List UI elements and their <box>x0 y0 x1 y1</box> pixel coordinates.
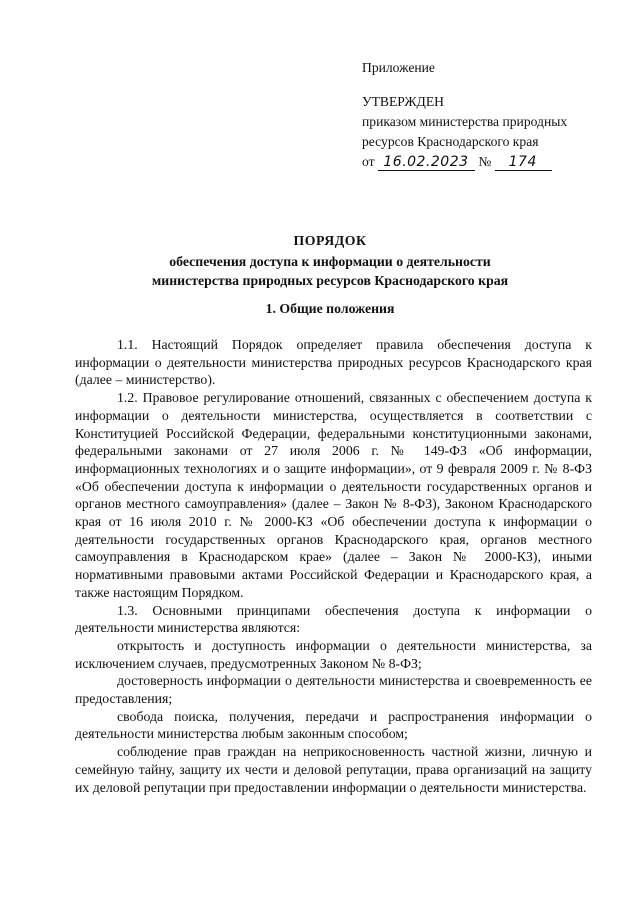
document-body <box>75 322 592 796</box>
approval-line-2: ресурсов Краснодарского края <box>362 134 539 149</box>
approval-stamp <box>362 58 612 172</box>
title-main: ПОРЯДОК <box>293 233 367 248</box>
principle-reliability: достоверность информации о деятельности министерства и своевременность ее предоставления; <box>75 673 592 707</box>
section-heading: 1. Общие положения <box>265 301 395 316</box>
approval-line-1: приказом министерства природных <box>362 114 568 129</box>
principle-freedom: свобода поиска, получения, передачи и распространения информации о деятельности министерства любым законным способом; <box>75 708 592 742</box>
annex-label: Приложение <box>362 60 435 75</box>
date-prefix: от <box>362 154 375 169</box>
order-date: 16.02.2023 <box>378 154 475 171</box>
document-title <box>80 231 580 290</box>
number-prefix: № <box>478 154 492 169</box>
order-date-line <box>362 152 612 172</box>
paragraph-1-3: 1.3. Основными принципами обеспечения доступа к информации о деятельности министерства являются: <box>75 602 592 636</box>
paragraph-1-2: 1.2. Правовое регулирование отношений, связанных с обеспечением доступа к информации о деятельности министерства, осуществляется в соответствии с Конституцией Российской Федерации, федеральными конституционными законами, федеральными законами от 27 июля 2006 г. № 149-ФЗ «Об информации, информационных технологиях и о защите информации», от 9 февраля 2009 г. № 8-ФЗ «Об обеспечении доступа к информации о деятельности государственных органов и органов местного самоуправления» (далее – Закон № 8-ФЗ), Законом Краснодарского края от 16 июля 2010 г. № 2000-КЗ «Об обеспечении доступа к информации о деятельности государственных органов Краснодарского края, органов местного самоуправления в Краснодарском крае» (далее – Закон № 2000-КЗ), иными нормативными правовыми актами Российской Федерации и Краснодарского края, а также настоящим Порядком. <box>75 390 592 600</box>
principle-openness: открытость и доступность информации о деятельности министерства, за исключением случаев, предусмотренных Законом № 8-ФЗ; <box>75 637 592 671</box>
principle-privacy: соблюдение прав граждан на неприкосновенность частной жизни, личную и семейную тайну, защиту их чести и деловой репутации, права организаций на защиту их деловой репутации при предоставлении информации о деятельности министерства. <box>75 744 592 795</box>
order-number: 174 <box>495 154 552 171</box>
approved-label: УТВЕРЖДЕН <box>362 94 444 109</box>
title-line-2: министерства природных ресурсов Краснодарского края <box>151 273 509 288</box>
title-line-1: обеспечения доступа к информации о деятельности <box>169 254 491 269</box>
paragraph-1-1: 1.1. Настоящий Порядок определяет правила обеспечения доступа к информации о деятельности министерства природных ресурсов Краснодарского края (далее – министерство). <box>75 337 592 388</box>
